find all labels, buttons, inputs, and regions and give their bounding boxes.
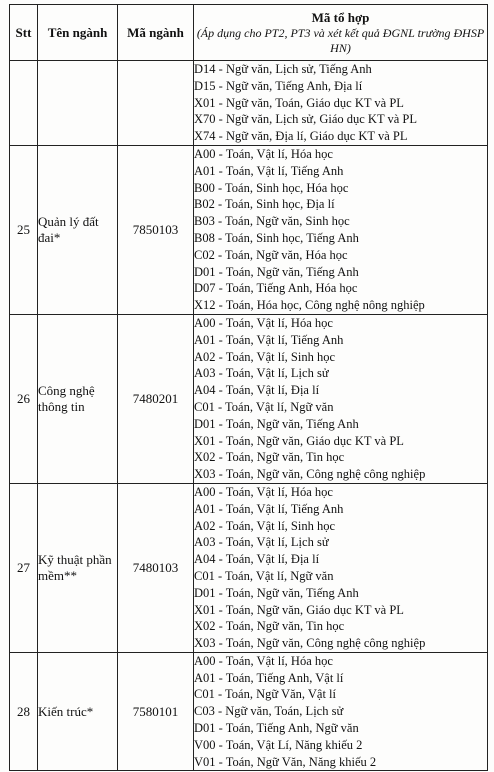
row-stt [10, 61, 38, 146]
header-ma-to-hop [194, 5, 488, 61]
combo-item: B00 - Toán, Sinh học, Hóa học [194, 180, 349, 195]
combo-item: D07 - Toán, Tiếng Anh, Hóa học [194, 281, 358, 296]
table-row [10, 652, 488, 771]
combo-item: C01 - Toán, Vật lí, Ngữ văn [194, 568, 334, 583]
combo-item: A01 - Toán, Tiếng Anh, Vật lí [194, 670, 344, 685]
combo-item: A04 - Toán, Vật lí, Địa lí [194, 552, 320, 567]
row-ma-nganh: 7480201 [118, 314, 194, 483]
combo-item: C01 - Toán, Vật lí, Ngữ văn [194, 399, 334, 414]
combo-item: A02 - Toán, Vật lí, Sinh học [194, 349, 336, 364]
combo-item: A04 - Toán, Vật lí, Địa lí [194, 383, 320, 398]
row-stt: 26 [10, 314, 38, 483]
table-row [10, 61, 488, 146]
row-ma-to-hop [194, 483, 488, 652]
row-ten-nganh: Kỹ thuật phần mềm** [38, 483, 118, 652]
combo-item: X01 - Ngữ văn, Toán, Giáo dục KT và PL [194, 95, 404, 110]
combo-item: X12 - Toán, Hóa học, Công nghệ nông nghiệp [194, 298, 425, 313]
combo-item: B03 - Toán, Ngữ văn, Sinh học [194, 214, 350, 229]
combo-item: A00 - Toán, Vật lí, Hóa học [194, 653, 333, 668]
combo-item: D01 - Toán, Ngữ văn, Tiếng Anh [194, 264, 359, 279]
combo-item: D01 - Toán, Tiếng Anh, Ngữ văn [194, 721, 359, 736]
combo-item: D01 - Toán, Ngữ văn, Tiếng Anh [194, 416, 359, 431]
header-stt: Stt [10, 5, 38, 61]
combo-item: X01 - Toán, Ngữ văn, Giáo dục KT và PL [194, 602, 404, 617]
combo-item: B02 - Toán, Sinh học, Địa lí [194, 197, 335, 212]
combo-item: D01 - Toán, Ngữ văn, Tiếng Anh [194, 585, 359, 600]
combo-item: A01 - Toán, Vật lí, Tiếng Anh [194, 332, 344, 347]
table-row [10, 314, 488, 483]
combo-item: B08 - Toán, Sinh học, Tiếng Anh [194, 230, 359, 245]
row-ma-to-hop [194, 145, 488, 314]
row-ma-to-hop [194, 652, 488, 771]
row-ten-nganh [38, 61, 118, 146]
row-stt: 27 [10, 483, 38, 652]
combo-item: A00 - Toán, Vật lí, Hóa học [194, 146, 333, 161]
row-stt: 28 [10, 652, 38, 771]
row-stt: 25 [10, 145, 38, 314]
combo-item: A01 - Toán, Vật lí, Tiếng Anh [194, 501, 344, 516]
row-ma-nganh: 7480103 [118, 483, 194, 652]
table-row [10, 483, 488, 652]
combo-item: X74 - Ngữ văn, Địa lí, Giáo dục KT và PL [194, 129, 408, 144]
row-ten-nganh: Kiến trúc* [38, 652, 118, 771]
combo-item: X01 - Toán, Ngữ văn, Giáo dục KT và PL [194, 433, 404, 448]
row-ma-nganh: 7580101 [118, 652, 194, 771]
combo-item: A03 - Toán, Vật lí, Lịch sử [194, 366, 329, 381]
combo-item: C02 - Toán, Ngữ văn, Hóa học [194, 247, 348, 262]
combo-item: A01 - Toán, Vật lí, Tiếng Anh [194, 163, 344, 178]
combo-item: A00 - Toán, Vật lí, Hóa học [194, 484, 333, 499]
row-ten-nganh: Quản lý đất đai* [38, 145, 118, 314]
table-body [10, 61, 488, 771]
combo-item: D14 - Ngữ văn, Lịch sử, Tiếng Anh [194, 62, 372, 76]
combo-item: A02 - Toán, Vật lí, Sinh học [194, 518, 336, 533]
row-ma-nganh: 7850103 [118, 145, 194, 314]
row-ma-nganh [118, 61, 194, 146]
header-ma-to-hop-title: Mã tổ hợp [311, 9, 370, 25]
table-row [10, 145, 488, 314]
combo-item: X02 - Toán, Ngữ văn, Tin học [194, 619, 345, 634]
combo-item: V00 - Toán, Vật Lí, Năng khiếu 2 [194, 737, 363, 752]
combo-item: C01 - Toán, Ngữ Văn, Vật lí [194, 687, 337, 702]
header-row [10, 5, 488, 61]
header-ten-nganh: Tên ngành [38, 5, 118, 61]
admission-table [9, 4, 488, 771]
combo-item: V01 - Toán, Ngữ Văn, Năng khiếu 2 [194, 754, 377, 769]
combo-item: X03 - Toán, Ngữ văn, Công nghệ công nghiệp [194, 467, 426, 482]
combo-item: D15 - Ngữ văn, Tiếng Anh, Địa lí [194, 78, 363, 93]
combo-item: A03 - Toán, Vật lí, Lịch sử [194, 535, 329, 550]
combo-item: X70 - Ngữ văn, Lịch sử, Giáo dục KT và PL [194, 112, 418, 127]
combo-item: C03 - Ngữ văn, Toán, Lịch sử [194, 704, 344, 719]
combo-item: X03 - Toán, Ngữ văn, Công nghệ công nghiệp [194, 636, 426, 651]
combo-item: A00 - Toán, Vật lí, Hóa học [194, 315, 333, 330]
header-ma-nganh: Mã ngành [118, 5, 194, 61]
row-ma-to-hop [194, 61, 488, 146]
row-ten-nganh: Công nghệ thông tin [38, 314, 118, 483]
combo-item: X02 - Toán, Ngữ văn, Tin học [194, 450, 345, 465]
row-ma-to-hop [194, 314, 488, 483]
header-ma-to-hop-note: (Áp dụng cho PT2, PT3 và xét kết quả ĐGNL trường ĐHSP HN) [196, 25, 485, 55]
